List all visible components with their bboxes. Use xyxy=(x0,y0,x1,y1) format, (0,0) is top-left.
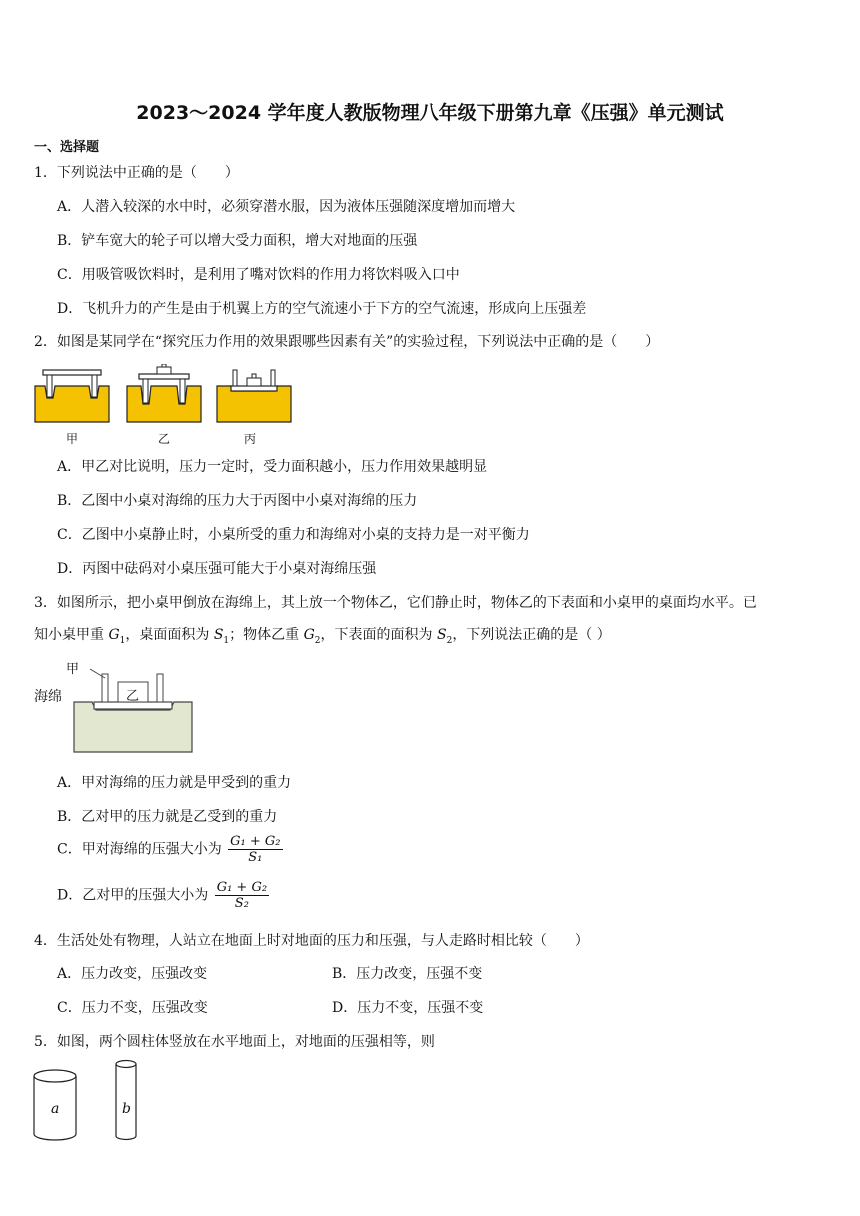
symbol-g2: G xyxy=(303,627,315,643)
q4-option-c[interactable]: C．压力不变，压强改变 xyxy=(57,1000,208,1016)
q3-option-d-text: D．乙对甲的压强大小为 xyxy=(57,887,209,904)
fraction-numerator: G₁ + G₂ xyxy=(230,834,281,849)
q1-option-a[interactable]: A．人潜入较深的水中时，必须穿潜水服，因为液体压强随深度增加而增大 xyxy=(57,199,516,215)
q1-option-c[interactable]: C．用吸管吸饮料时，是利用了嘴对饮料的作用力将饮料吸入口中 xyxy=(57,267,460,283)
symbol-s2: S xyxy=(436,627,447,643)
q2-label-yi: 乙 xyxy=(158,432,171,446)
q3-option-c[interactable] xyxy=(57,834,283,865)
q4-option-a[interactable]: A．压力改变，压强改变 xyxy=(57,966,208,982)
symbol-g2-sub: 2 xyxy=(314,635,321,646)
symbol-s1: S xyxy=(213,627,224,643)
q4-stem: 4．生活处处有物理，人站立在地面上时对地面的压力和压强，与人走路时相比较（ ） xyxy=(34,933,589,949)
q3-option-d-fraction xyxy=(215,880,269,911)
symbol-s1-sub: 1 xyxy=(223,635,230,646)
symbol-g1: G xyxy=(108,627,120,643)
q4-option-b[interactable]: B．压力改变，压强不变 xyxy=(332,966,483,982)
q3-stem-line2 xyxy=(34,624,611,646)
q2-option-d[interactable]: D．丙图中砝码对小桌压强可能大于小桌对海绵压强 xyxy=(57,561,377,577)
symbol-g1-sub: 1 xyxy=(119,635,126,646)
q5-stem: 5．如图，两个圆柱体竖放在水平地面上，对地面的压强相等，则 xyxy=(34,1034,435,1050)
fraction-denominator: S₂ xyxy=(234,896,249,911)
q1-option-b[interactable]: B．铲车宽大的轮子可以增大受力面积，增大对地面的压强 xyxy=(57,233,418,249)
q3-option-c-fraction xyxy=(228,834,282,865)
q4-option-d[interactable]: D．压力不变，压强不变 xyxy=(332,1000,484,1016)
q1-option-d[interactable]: D．飞机升力的产生是由于机翼上方的空气流速小于下方的空气流速，形成向上压强差 xyxy=(57,301,587,317)
q2-option-a[interactable]: A．甲乙对比说明，压力一定时，受力面积越小，压力作用效果越明显 xyxy=(57,459,488,475)
q3-stem-text: ，下表面的面积为 xyxy=(320,627,437,643)
q3-option-c-text: C．甲对海绵的压强大小为 xyxy=(57,841,222,858)
q2-option-c[interactable]: C．乙图中小桌静止时，小桌所受的重力和海绵对小桌的支持力是一对平衡力 xyxy=(57,527,530,543)
q3-option-a[interactable]: A．甲对海绵的压力就是甲受到的重力 xyxy=(57,775,292,791)
q1-stem: 1．下列说法中正确的是（ ） xyxy=(34,165,239,181)
q3-stem-text: ，下列说法正确的是（ ） xyxy=(452,627,611,643)
q2-stem: 2．如图是某同学在“探究压力作用的效果跟哪些因素有关”的实验过程，下列说法中正确的是（ ） xyxy=(34,334,660,350)
q3-sponge-figure xyxy=(34,656,198,756)
q3-stem-text: ；物体乙重 xyxy=(229,627,304,643)
q5-label-a: a xyxy=(51,1101,60,1117)
figure-yi xyxy=(127,364,201,422)
q3-stem-text: ，桌面面积为 xyxy=(125,627,214,643)
q3-label-yi: 乙 xyxy=(126,689,140,704)
q3-label-sponge: 海绵 xyxy=(34,689,62,705)
q3-option-b[interactable]: B．乙对甲的压力就是乙受到的重力 xyxy=(57,809,278,825)
q3-label-jia: 甲 xyxy=(66,662,80,677)
section-heading: 一、选择题 xyxy=(34,140,100,155)
figure-bing xyxy=(217,370,291,422)
figure-jia xyxy=(35,370,109,422)
q2-label-jia: 甲 xyxy=(66,432,79,446)
q3-stem-line1: 3．如图所示，把小桌甲倒放在海绵上，其上放一个物体乙，它们静止时，物体乙的下表面和小桌甲的桌面均水平。已 xyxy=(34,595,757,611)
fraction-numerator: G₁ + G₂ xyxy=(216,880,268,895)
q2-option-b[interactable]: B．乙图中小桌对海绵的压力大于丙图中小桌对海绵的压力 xyxy=(57,493,418,509)
cylinder-b xyxy=(116,1061,136,1140)
q3-stem-text: 知小桌甲重 xyxy=(34,627,109,643)
symbol-s2-sub: 2 xyxy=(446,635,453,646)
q3-option-d[interactable] xyxy=(57,880,269,911)
fraction-denominator: S₁ xyxy=(248,850,263,865)
q2-label-bing: 丙 xyxy=(244,432,257,446)
q5-label-b: b xyxy=(122,1101,131,1117)
page-title: 2023～2024 学年度人教版物理八年级下册第九章《压强》单元测试 xyxy=(136,102,724,124)
